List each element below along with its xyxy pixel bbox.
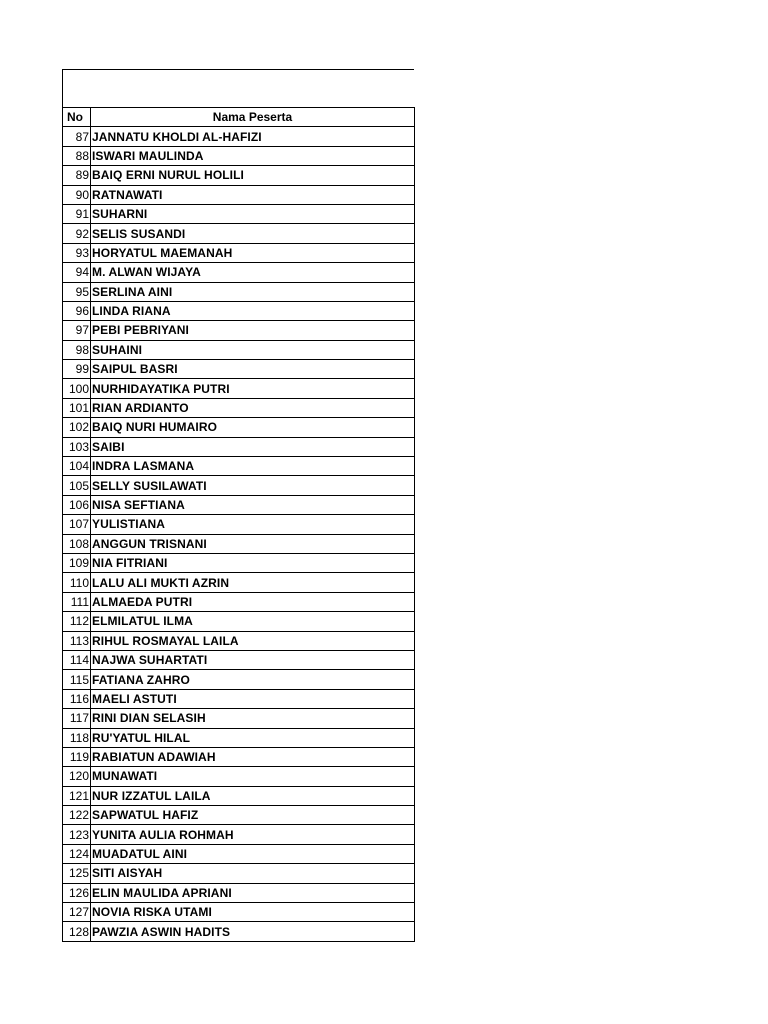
row-number: 87 <box>63 127 91 146</box>
table-row <box>63 204 415 223</box>
table-row <box>63 166 415 185</box>
participant-name: NOVIA RISKA UTAMI <box>91 903 415 922</box>
header-name: Nama Peserta <box>91 108 415 127</box>
table-row <box>63 592 415 611</box>
participant-name: ISWARI MAULINDA <box>91 146 415 165</box>
table-row <box>63 379 415 398</box>
participant-name: SAPWATUL HAFIZ <box>91 806 415 825</box>
table-row <box>63 185 415 204</box>
participant-name: LINDA RIANA <box>91 301 415 320</box>
header-row <box>63 108 415 127</box>
table-row <box>63 786 415 805</box>
participant-name: NURHIDAYATIKA PUTRI <box>91 379 415 398</box>
row-number: 115 <box>63 670 91 689</box>
row-number: 90 <box>63 185 91 204</box>
row-number: 93 <box>63 243 91 262</box>
participant-name: PEBI PEBRIYANI <box>91 321 415 340</box>
participant-sheet <box>62 69 414 942</box>
row-number: 109 <box>63 553 91 572</box>
table-row <box>63 282 415 301</box>
header-no: No <box>63 108 91 127</box>
row-number: 114 <box>63 650 91 669</box>
table-row <box>63 243 415 262</box>
row-number: 99 <box>63 360 91 379</box>
row-number: 88 <box>63 146 91 165</box>
table-row <box>63 553 415 572</box>
row-number: 125 <box>63 864 91 883</box>
row-number: 96 <box>63 301 91 320</box>
table-row <box>63 573 415 592</box>
table-row <box>63 670 415 689</box>
row-number: 123 <box>63 825 91 844</box>
row-number: 118 <box>63 728 91 747</box>
row-number: 107 <box>63 515 91 534</box>
table-row <box>63 747 415 766</box>
participant-name: YUNITA AULIA ROHMAH <box>91 825 415 844</box>
participant-name: RIAN ARDIANTO <box>91 398 415 417</box>
participant-table <box>62 107 415 942</box>
participant-name: JANNATU KHOLDI AL-HAFIZI <box>91 127 415 146</box>
table-row <box>63 301 415 320</box>
row-number: 102 <box>63 418 91 437</box>
table-row <box>63 146 415 165</box>
table-row <box>63 224 415 243</box>
row-number: 92 <box>63 224 91 243</box>
row-number: 127 <box>63 903 91 922</box>
participant-name: BAIQ NURI HUMAIRO <box>91 418 415 437</box>
table-row <box>63 903 415 922</box>
sheet-title-block <box>62 69 414 107</box>
table-row <box>63 476 415 495</box>
table-row <box>63 650 415 669</box>
participant-name: MUNAWATI <box>91 767 415 786</box>
table-row <box>63 534 415 553</box>
row-number: 103 <box>63 437 91 456</box>
table-row <box>63 922 415 941</box>
row-number: 100 <box>63 379 91 398</box>
row-number: 101 <box>63 398 91 417</box>
row-number: 112 <box>63 612 91 631</box>
participant-name: NUR IZZATUL LAILA <box>91 786 415 805</box>
participant-name: MUADATUL AINI <box>91 844 415 863</box>
table-row <box>63 515 415 534</box>
table-row <box>63 360 415 379</box>
row-number: 119 <box>63 747 91 766</box>
participant-name: SUHAINI <box>91 340 415 359</box>
table-row <box>63 437 415 456</box>
participant-name: INDRA LASMANA <box>91 457 415 476</box>
row-number: 128 <box>63 922 91 941</box>
row-number: 97 <box>63 321 91 340</box>
row-number: 121 <box>63 786 91 805</box>
participant-name: FATIANA ZAHRO <box>91 670 415 689</box>
row-number: 110 <box>63 573 91 592</box>
row-number: 106 <box>63 495 91 514</box>
participant-name: RIHUL ROSMAYAL LAILA <box>91 631 415 650</box>
table-row <box>63 612 415 631</box>
table-row <box>63 883 415 902</box>
participant-name: SAIPUL BASRI <box>91 360 415 379</box>
table-row <box>63 825 415 844</box>
participant-name: ALMAEDA PUTRI <box>91 592 415 611</box>
participant-name: PAWZIA ASWIN HADITS <box>91 922 415 941</box>
table-row <box>63 709 415 728</box>
participant-name: SAIBI <box>91 437 415 456</box>
row-number: 89 <box>63 166 91 185</box>
participant-name: RINI DIAN SELASIH <box>91 709 415 728</box>
participant-name: SELIS SUSANDI <box>91 224 415 243</box>
participant-name: LALU ALI MUKTI AZRIN <box>91 573 415 592</box>
table-row <box>63 495 415 514</box>
row-number: 91 <box>63 204 91 223</box>
participant-name: YULISTIANA <box>91 515 415 534</box>
row-number: 105 <box>63 476 91 495</box>
participant-name: NAJWA SUHARTATI <box>91 650 415 669</box>
row-number: 124 <box>63 844 91 863</box>
participant-name: RABIATUN ADAWIAH <box>91 747 415 766</box>
row-number: 126 <box>63 883 91 902</box>
participant-name: MAELI ASTUTI <box>91 689 415 708</box>
table-row <box>63 844 415 863</box>
row-number: 108 <box>63 534 91 553</box>
row-number: 98 <box>63 340 91 359</box>
row-number: 111 <box>63 592 91 611</box>
participant-name: SUHARNI <box>91 204 415 223</box>
row-number: 120 <box>63 767 91 786</box>
table-row <box>63 689 415 708</box>
table-row <box>63 728 415 747</box>
participant-name: SITI AISYAH <box>91 864 415 883</box>
table-row <box>63 767 415 786</box>
table-row <box>63 457 415 476</box>
table-row <box>63 806 415 825</box>
row-number: 94 <box>63 263 91 282</box>
participant-name: SELLY SUSILAWATI <box>91 476 415 495</box>
row-number: 122 <box>63 806 91 825</box>
participant-rows <box>63 127 415 941</box>
table-row <box>63 631 415 650</box>
participant-name: RU'YATUL HILAL <box>91 728 415 747</box>
table-row <box>63 321 415 340</box>
table-row <box>63 398 415 417</box>
participant-name: NISA SEFTIANA <box>91 495 415 514</box>
participant-name: ELIN MAULIDA APRIANI <box>91 883 415 902</box>
table-row <box>63 127 415 146</box>
row-number: 104 <box>63 457 91 476</box>
row-number: 95 <box>63 282 91 301</box>
participant-name: BAIQ ERNI NURUL HOLILI <box>91 166 415 185</box>
participant-name: SERLINA AINI <box>91 282 415 301</box>
table-row <box>63 340 415 359</box>
table-row <box>63 418 415 437</box>
participant-name: HORYATUL MAEMANAH <box>91 243 415 262</box>
participant-name: ANGGUN TRISNANI <box>91 534 415 553</box>
participant-name: M. ALWAN WIJAYA <box>91 263 415 282</box>
row-number: 113 <box>63 631 91 650</box>
row-number: 117 <box>63 709 91 728</box>
table-row <box>63 263 415 282</box>
participant-name: NIA FITRIANI <box>91 553 415 572</box>
table-row <box>63 864 415 883</box>
participant-name: ELMILATUL ILMA <box>91 612 415 631</box>
row-number: 116 <box>63 689 91 708</box>
participant-name: RATNAWATI <box>91 185 415 204</box>
